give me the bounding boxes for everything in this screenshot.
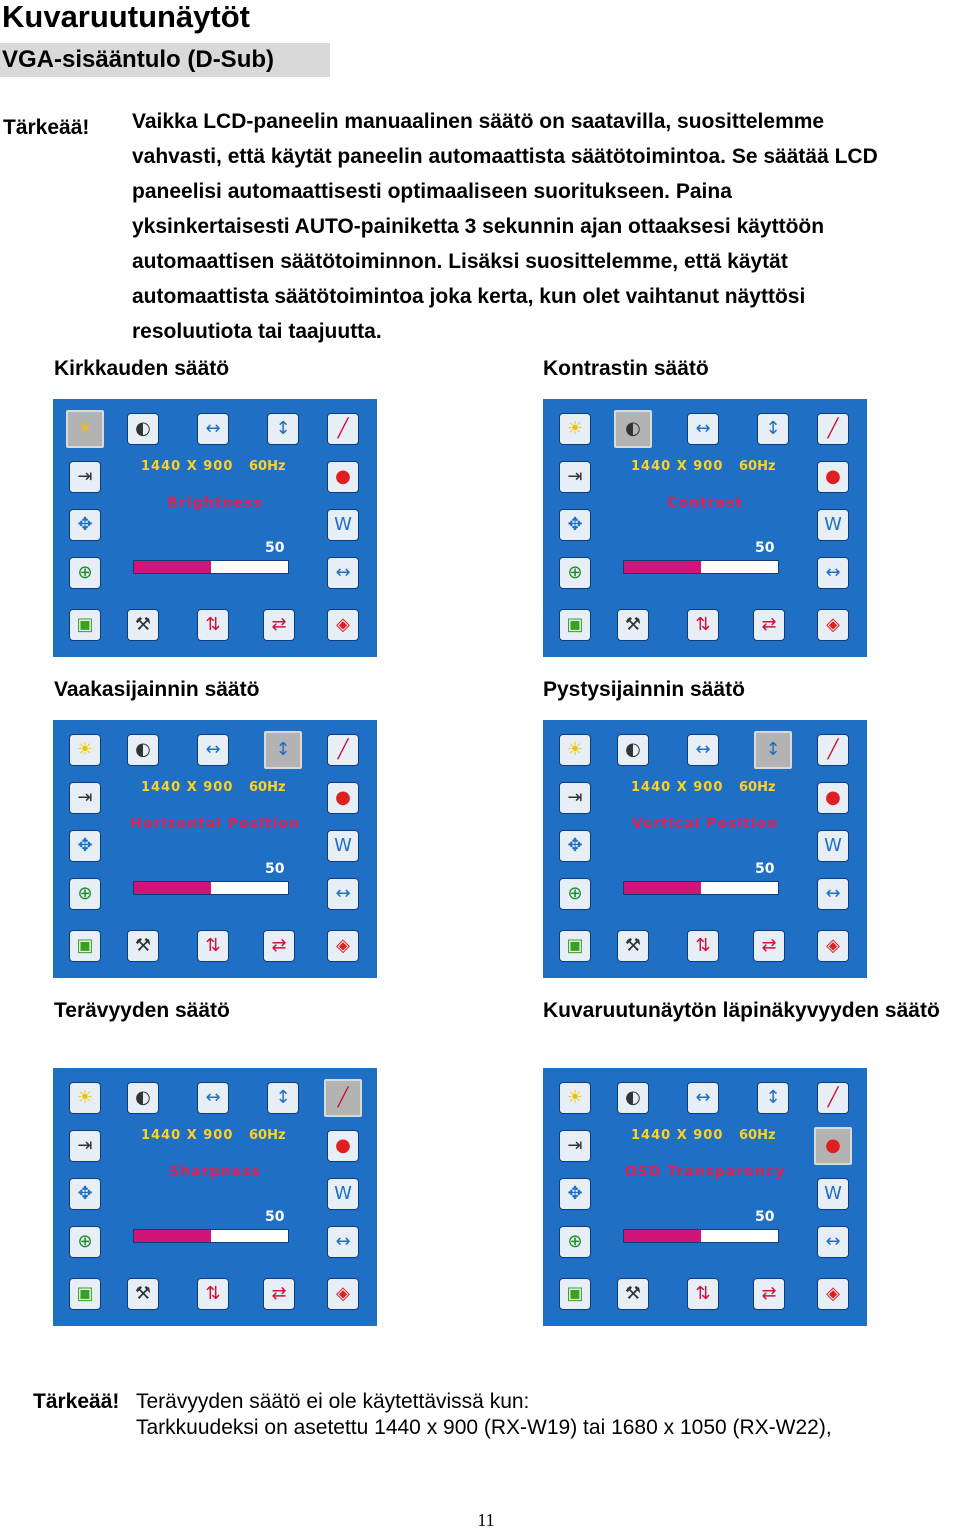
brightness-icon: ☀ — [69, 734, 101, 766]
language-icon: ⊕ — [559, 557, 591, 589]
recall-icon: ⇅ — [687, 609, 719, 641]
color-temp-icon: ◈ — [327, 1278, 359, 1310]
phase-icon: ↕ — [267, 413, 299, 445]
swap-icon: ⇄ — [263, 609, 295, 641]
tools-icon: ⚒ — [127, 609, 159, 641]
important-line: paneelisi automaattisesti optimaaliseen suoritukseen. Paina — [132, 180, 732, 203]
tv-icon: ▣ — [69, 1278, 101, 1310]
osd-level-bar — [623, 560, 779, 574]
osd-panel-brightness — [53, 399, 377, 657]
osd-level-bar — [623, 1229, 779, 1243]
swap-icon: ⇄ — [263, 1278, 295, 1310]
tools-icon: ⚒ — [617, 1278, 649, 1310]
tv-icon: ▣ — [69, 930, 101, 962]
recall-icon: ⇅ — [197, 930, 229, 962]
recall-icon: ⇅ — [197, 1278, 229, 1310]
clock-icon: ↔ — [687, 1082, 719, 1114]
osd-function-name: Vertical Position — [631, 816, 779, 832]
osd-resolution: 1440 X 900 — [631, 459, 724, 474]
section-heading: VGA-sisääntulo (D-Sub) — [0, 43, 330, 77]
brightness-icon: ☀ — [559, 734, 591, 766]
caption-vertical-position: Pystysijainnin säätö — [543, 678, 745, 701]
sharpness-icon: ╱ — [324, 1079, 362, 1117]
osd-level-fill — [134, 882, 211, 894]
osd-value: 50 — [755, 1209, 775, 1225]
recall-icon: ⇅ — [687, 930, 719, 962]
clock-icon: ↔ — [687, 734, 719, 766]
color-temp-icon: ◈ — [817, 930, 849, 962]
important-line: resoluutiota tai taajuutta. — [132, 320, 382, 343]
important-line: automaattisen säätötoiminnon. Lisäksi suosittelemme, että käytät — [132, 250, 788, 273]
exit-icon: ⇥ — [559, 782, 591, 814]
wave-icon: W — [327, 509, 359, 541]
shift-icon: ↔ — [327, 878, 359, 910]
color-temp-icon: ◈ — [817, 609, 849, 641]
contrast-icon: ◐ — [127, 1082, 159, 1114]
osd-resolution: 1440 X 900 — [141, 459, 234, 474]
tv-icon: ▣ — [559, 609, 591, 641]
osd-function-name: Horizontal Position — [130, 816, 300, 832]
caption-brightness: Kirkkauden säätö — [54, 357, 230, 380]
caption-sharpness: Terävyyden säätö — [54, 999, 230, 1022]
contrast-icon: ◐ — [617, 1082, 649, 1114]
important2-line: Terävyyden säätö ei ole käytettävissä kun: — [136, 1390, 530, 1413]
osd-value: 50 — [755, 861, 775, 877]
osd-panel-horizontal-position — [53, 720, 377, 978]
color-icon: ● — [814, 1127, 852, 1165]
swap-icon: ⇄ — [753, 609, 785, 641]
page-number: 11 — [477, 1510, 495, 1530]
osd-value: 50 — [755, 540, 775, 556]
sharpness-icon: ╱ — [817, 734, 849, 766]
position-icon: ✥ — [69, 830, 101, 862]
wave-icon: W — [327, 1178, 359, 1210]
important-line: automaattista säätötoimintoa joka kerta, kun olet vaihtanut näyttösi — [132, 285, 806, 308]
tv-icon: ▣ — [69, 609, 101, 641]
exit-icon: ⇥ — [69, 1130, 101, 1162]
important-text — [132, 104, 958, 349]
osd-value: 50 — [265, 540, 285, 556]
position-icon: ✥ — [69, 509, 101, 541]
brightness-icon: ☀ — [559, 413, 591, 445]
contrast-icon: ◐ — [617, 734, 649, 766]
position-icon: ✥ — [559, 830, 591, 862]
wave-icon: W — [817, 830, 849, 862]
important-label: Tärkeää! — [3, 116, 90, 139]
position-icon: ✥ — [559, 509, 591, 541]
osd-frequency: 60Hz — [739, 1128, 776, 1143]
phase-icon: ↕ — [754, 731, 792, 769]
phase-icon: ↕ — [757, 1082, 789, 1114]
important-label-2: Tärkeää! — [33, 1390, 120, 1413]
brightness-icon: ☀ — [559, 1082, 591, 1114]
page-title: Kuvaruutunäytöt — [2, 0, 250, 34]
shift-icon: ↔ — [817, 878, 849, 910]
osd-resolution: 1440 X 900 — [631, 780, 724, 795]
osd-frequency: 60Hz — [739, 780, 776, 795]
color-icon: ● — [327, 782, 359, 814]
important-text-2 — [136, 1389, 832, 1441]
osd-level-fill — [624, 1230, 701, 1242]
sharpness-icon: ╱ — [817, 413, 849, 445]
tools-icon: ⚒ — [617, 930, 649, 962]
phase-icon: ↕ — [264, 731, 302, 769]
sharpness-icon: ╱ — [327, 734, 359, 766]
osd-function-name: Sharpness — [169, 1164, 261, 1180]
color-icon: ● — [327, 461, 359, 493]
language-icon: ⊕ — [69, 1226, 101, 1258]
shift-icon: ↔ — [817, 557, 849, 589]
contrast-icon: ◐ — [127, 413, 159, 445]
osd-panel-osd-transparency — [543, 1068, 867, 1326]
exit-icon: ⇥ — [69, 461, 101, 493]
osd-level-fill — [134, 561, 211, 573]
osd-level-bar — [623, 881, 779, 895]
important-line: vahvasti, että käytät paneelin automaattista säätötoimintoa. Se säätää LCD — [132, 145, 878, 168]
swap-icon: ⇄ — [263, 930, 295, 962]
clock-icon: ↔ — [687, 413, 719, 445]
osd-function-name: OSD Transparency — [624, 1164, 786, 1180]
caption-osd-transparency: Kuvaruutunäytön läpinäkyvyyden säätö — [543, 999, 940, 1022]
swap-icon: ⇄ — [753, 930, 785, 962]
exit-icon: ⇥ — [69, 782, 101, 814]
osd-level-bar — [133, 1229, 289, 1243]
osd-resolution: 1440 X 900 — [631, 1128, 724, 1143]
color-temp-icon: ◈ — [327, 930, 359, 962]
caption-contrast: Kontrastin säätö — [543, 357, 709, 380]
sharpness-icon: ╱ — [327, 413, 359, 445]
osd-panel-sharpness — [53, 1068, 377, 1326]
osd-resolution: 1440 X 900 — [141, 1128, 234, 1143]
exit-icon: ⇥ — [559, 461, 591, 493]
clock-icon: ↔ — [197, 413, 229, 445]
tools-icon: ⚒ — [617, 609, 649, 641]
exit-icon: ⇥ — [559, 1130, 591, 1162]
tv-icon: ▣ — [559, 930, 591, 962]
color-icon: ● — [817, 782, 849, 814]
osd-level-bar — [133, 560, 289, 574]
wave-icon: W — [817, 509, 849, 541]
recall-icon: ⇅ — [687, 1278, 719, 1310]
shift-icon: ↔ — [327, 1226, 359, 1258]
osd-frequency: 60Hz — [249, 1128, 286, 1143]
language-icon: ⊕ — [69, 557, 101, 589]
tv-icon: ▣ — [559, 1278, 591, 1310]
osd-value: 50 — [265, 861, 285, 877]
color-temp-icon: ◈ — [817, 1278, 849, 1310]
osd-level-fill — [134, 1230, 211, 1242]
important-line: Vaikka LCD-paneelin manuaalinen säätö on saatavilla, suosittelemme — [132, 110, 825, 133]
brightness-icon: ☀ — [66, 410, 104, 448]
position-icon: ✥ — [69, 1178, 101, 1210]
osd-resolution: 1440 X 900 — [141, 780, 234, 795]
osd-panel-contrast — [543, 399, 867, 657]
osd-function-name: Contrast — [667, 495, 743, 511]
osd-level-fill — [624, 561, 701, 573]
tools-icon: ⚒ — [127, 930, 159, 962]
important2-line: Tarkkuudeksi on asetettu 1440 x 900 (RX-W19) tai 1680 x 1050 (RX-W22), — [136, 1416, 832, 1439]
clock-icon: ↔ — [197, 1082, 229, 1114]
color-icon: ● — [327, 1130, 359, 1162]
brightness-icon: ☀ — [69, 1082, 101, 1114]
phase-icon: ↕ — [757, 413, 789, 445]
contrast-icon: ◐ — [614, 410, 652, 448]
osd-frequency: 60Hz — [249, 780, 286, 795]
contrast-icon: ◐ — [127, 734, 159, 766]
swap-icon: ⇄ — [753, 1278, 785, 1310]
caption-horizontal-position: Vaakasijainnin säätö — [54, 678, 260, 701]
phase-icon: ↕ — [267, 1082, 299, 1114]
color-temp-icon: ◈ — [327, 609, 359, 641]
color-icon: ● — [817, 461, 849, 493]
recall-icon: ⇅ — [197, 609, 229, 641]
osd-panel-vertical-position — [543, 720, 867, 978]
osd-level-bar — [133, 881, 289, 895]
position-icon: ✥ — [559, 1178, 591, 1210]
sharpness-icon: ╱ — [817, 1082, 849, 1114]
shift-icon: ↔ — [327, 557, 359, 589]
osd-value: 50 — [265, 1209, 285, 1225]
language-icon: ⊕ — [69, 878, 101, 910]
wave-icon: W — [327, 830, 359, 862]
language-icon: ⊕ — [559, 878, 591, 910]
osd-frequency: 60Hz — [249, 459, 286, 474]
wave-icon: W — [817, 1178, 849, 1210]
osd-function-name: Brightness — [167, 495, 263, 511]
tools-icon: ⚒ — [127, 1278, 159, 1310]
osd-level-fill — [624, 882, 701, 894]
important-line: yksinkertaisesti AUTO-painiketta 3 sekunnin ajan ottaaksesi käyttöön — [132, 215, 825, 238]
clock-icon: ↔ — [197, 734, 229, 766]
shift-icon: ↔ — [817, 1226, 849, 1258]
language-icon: ⊕ — [559, 1226, 591, 1258]
osd-frequency: 60Hz — [739, 459, 776, 474]
